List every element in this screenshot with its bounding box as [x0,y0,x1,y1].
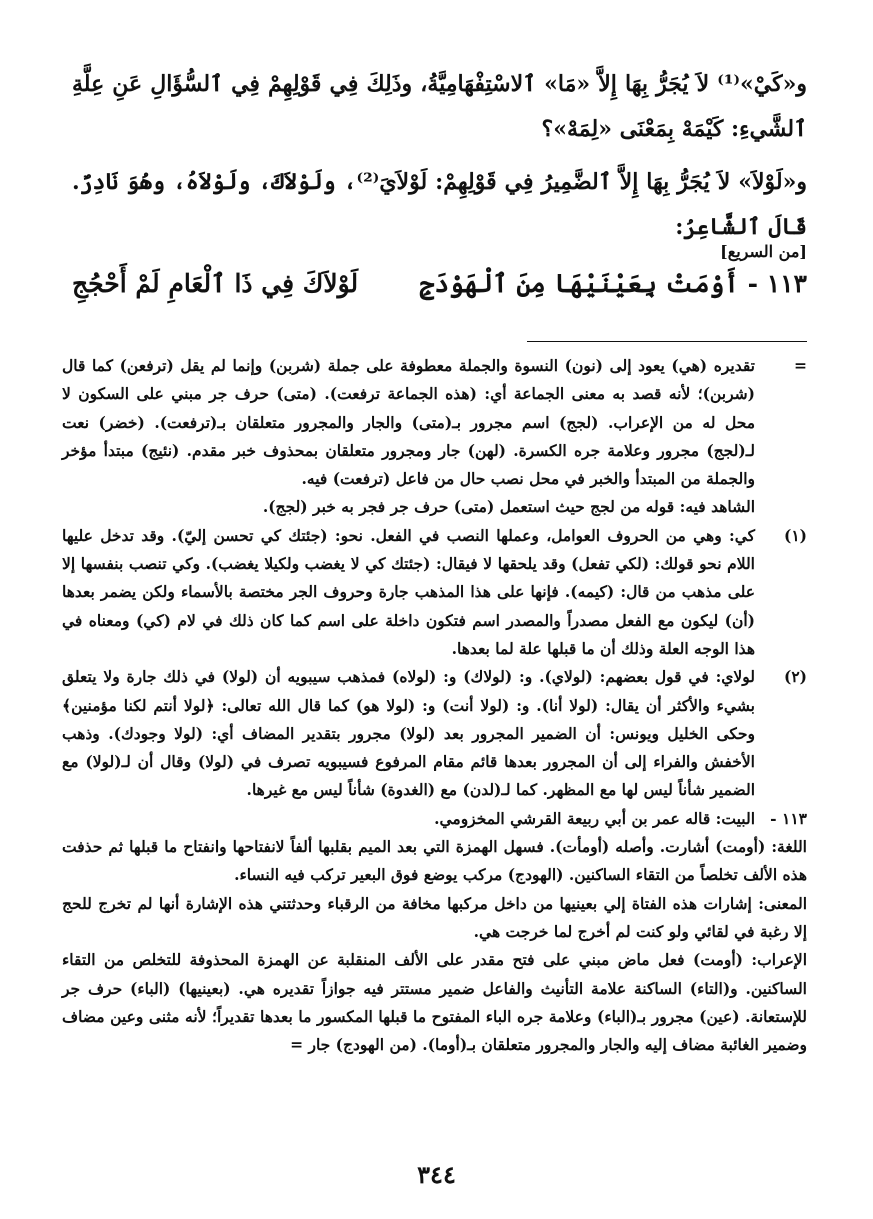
footnote-continuation [62,352,807,522]
paragraph-lawla: و«لَوْلاَ» لاَ يُجَرُّ بِهَا إِلاَّ ٱلضَّمِيرُ فِي قَوْلِهِمْ: لَوْلاَيَ⁽²⁾، ولَوْلاَكَ، ولَوْلاَهُ، وهُوَ نَادِرٌ. قَالَ ٱلشَّاعِرُ: [72,169,807,240]
footnote-2-number: (٢) [783,667,807,687]
verse-hemistich-2: لَوْلاَكَ فِي ذَا ٱلْعَامِ لَمْ أَحْجُجِ [72,269,359,298]
verse-meter: [من السريع] [720,242,807,261]
shahid-line: الشاهد فيه: قوله من لجج حيث استعمل (متى) حرف جر فجر به خبر (لجج). [262,497,755,517]
footnote-1 [62,522,807,663]
verse-hemistich-1: أَوْمَتْ بِعَيْنَيْهَا مِنَ ٱلْهَوْدَجِ [419,269,739,298]
footnote-2 [62,663,807,804]
continuation-marker: = [794,356,807,375]
main-text [72,62,807,250]
verse-line [72,264,807,304]
bayt-attribution: البيت: قاله عمر بن أبي ربيعة القرشي المخزومي. [434,808,755,828]
verse-first-half [420,264,807,304]
footnote-divider [527,341,807,342]
verse-number: ١١٣ - [747,269,807,298]
footnote-113 [62,805,807,833]
footnote-1-text: كي: وهي من الحروف العوامل، وعملها النصب في الفعل. نحو: (جئتك كي تحسن إليّ). وقد تدخل عليها اللام نحو قولك: (لكي تفعل) وقد يلحقها لا فيقال: (جئتك كي لا يغضب ولكيلا يغضب). وكي تنصب بنفسها إلا على مذهب من قال: (كيمه). فإنها على هذا المذهب جارة وحروف الجر مختصة بالأسماء ولكن يضمر بعدها (أن) ليكون مع الفعل مصدراً والمصدر اسم فتكون داخلة على اسم كما كان ذلك في لام (كي) ومعناه في هذا الوجه العلة وذلك أن ما قبلها علة لما بعدها. [62,525,755,658]
paragraph-kay: و«كَيْ»⁽¹⁾ لاَ يُجَرُّ بِهَا إِلاَّ «مَا» ٱلاسْتِفْهَامِيَّةُ، وذَلِكَ فِي قَوْلِهِمْ فِي ٱلسُّؤَالِ عَنِ عِلَّةِ ٱلشَّيءِ: كَيْمَهْ بِمَعْنَى «لِمَهْ»؟ [72,71,807,142]
page-number: ٣٤٤ [417,1160,456,1189]
irab-paragraph: الإعراب: (أومت) فعل ماض مبني على فتح مقدر على الألف المنقلبة عن الهمزة المحذوفة للتخلص من التقاء الساكنين. و(التاء) الساكنة علامة التأنيث والفاعل ضمير مستتر فيه جوازاً تقديره هي. (بعينيها) (الباء) حرف جر للإستعانة. (عين) مجرور بـ(الباء) وعلامة جره الباء المفتوح ما قبلها المكسور ما بعدها تقديراً؛ لأنه مثنى وعين مضاف وضمير الغائبة مضاف إليه والجار والمجرور متعلقان بـ(أوما). (من الهودج) جار = [62,950,807,1055]
footnote-1-number: (١) [783,525,807,545]
footnote-113-number: ١١٣ - [770,808,807,828]
verse-block [72,242,807,304]
footnote-2-text: لولاي: في قول بعضهم: (لولاي). و: (لولاك) و: (لولاه) فمذهب سيبويه أن (لولا) في ذلك جارة ولا يتعلق بشيء والأكثر أن يقال: (لولا أنا). و: (لولا أنت) و: (لولا هو) كما قال الله تعالى: ﴿لولا أنتم لكنا مؤمنين﴾ وحكى الخليل ويونس: أن الضمير المجرور بعد (لولا) مجرور بتقدير المضاف أي: (لولا وجودك). وذهب الأخفش والفراء إلى أن المجرور بعدها قائم مقام المرفوع فسيبويه تصرف في (لولا) وقال أن لـ(لولا) مع الضمير شأناً ليس لها مع المظهر. كما لـ(لدن) مع (الغدوة) شأناً ليس مع غيرها. [62,667,755,800]
maana-paragraph: المعنى: إشارات هذه الفتاة إلي بعينيها من داخل مركبها مخافة من الرقباء وحدثتني هذه الإشارة أنها لم تخرج للحج إلا رغبة في لقائي ولو كنت لم أخرج لما خرجت هي. [62,893,807,941]
footnotes [62,352,807,1059]
continuation-text: تقديره (هي) يعود إلى (نون) النسوة والجملة معطوفة على جملة (شربن) وإنما لم يقل (ترفعن) كما قال (شربن)؛ لأنه قصد به معنى الجماعة أي: (هذه الجماعة ترفعت). (متى) حرف جر مبني على السكون لا محل له من الإعراب. (لجج) اسم مجرور بـ(متى) والجار والمجرور متعلقان بـ(ترفعت). (خضر) نعت لـ(لجج) مجرور وعلامة جره الكسرة. (لهن) جار ومجرور متعلقان بمحذوف خبر مقدم. (نئيج) مبتدأ مؤخر والجملة من المبتدأ والخبر في محل نصب حال من فاعل (ترفعت) فيه. [62,356,755,489]
lugha-paragraph: اللغة: (أومت) أشارت. وأصله (أومأت). فسهل الهمزة التي بعد الميم بقلبها ألفاً لانفتاحها وانفتاح ما قبلها ثم حذفت هذه الألف تخلصاً من التقاء الساكنين. (الهودج) مركب يوضع فوق البعير تركب فيه النساء. [62,837,807,885]
